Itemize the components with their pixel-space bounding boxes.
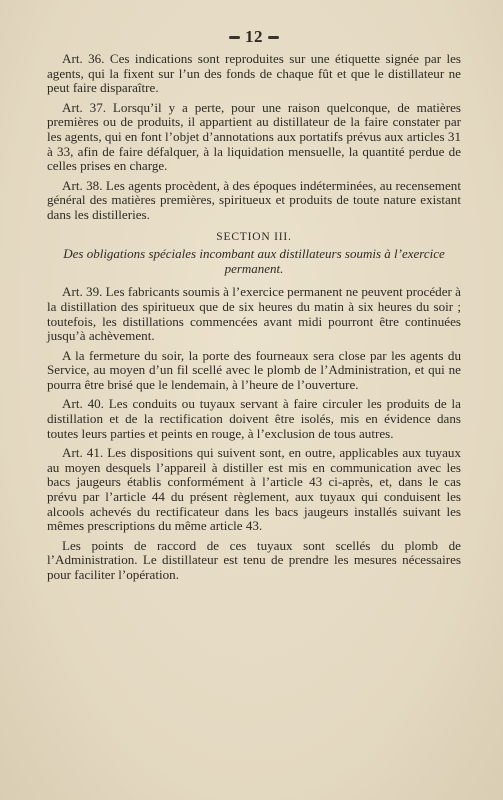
left-ornament xyxy=(229,36,240,39)
article-38: Art. 38. Les agents procèdent, à des époques indéterminées, au recensement général des matières premières, spiritueux et produits de toute nature existant dans les distilleries. xyxy=(47,177,461,222)
section-title: SECTION III. xyxy=(216,230,292,243)
article-40: Art. 40. Les conduits ou tuyaux servant à faire circuler les produits de la distillation et de la rectification doivent être isolés, mis en évidence dans toutes leurs parties et peints en rouge, à l’exclusion de tous autres. xyxy=(47,396,461,441)
article-39-continued: A la fermeture du soir, la porte des fourneaux sera close par les agents du Service, au moyen d’un fil scellé avec le plomb de l’Administration, et qui ne pourra être brisé que le lendemain, à l’heure de l’ouverture. xyxy=(47,347,461,392)
page-number: 12 xyxy=(245,27,263,46)
page-header xyxy=(47,26,461,48)
article-37: Art. 37. Lorsqu’il y a perte, pour une raison quelconque, de matières premières ou de produits, il appartient au distillateur de la faire constater par les agents, qui en font l’objet d’annotations aux portatifs prévus aux articles 31 à 33, afin de faire défalquer, à la liquidation mensuelle, la quantité perdue de celles prises en charge. xyxy=(47,99,461,174)
article-36: Art. 36. Ces indications sont reproduites sur une étiquette signée par les agents, qui la fixent sur l’un des fonds de chaque fût et que le distillateur ne peut faire disparaître. xyxy=(47,51,461,96)
article-41: Art. 41. Les dispositions qui suivent sont, en outre, applicables aux tuyaux au moyen desquels l’appareil à distiller est mis en communication avec les bacs jaugeurs établis conformément à l’article 43 ci-après, et, dans le cas prévu par l’article 44 du présent règlement, aux tuyaux qui conduisent les alcools achevés du rectificateur dans les bacs jaugeurs installés suivant les mêmes prescriptions du même article 43. xyxy=(47,445,461,534)
article-39: Art. 39. Les fabricants soumis à l’exercice permanent ne peuvent procéder à la distillation des spiritueux que de six heures du matin à six heures du soir ; toutefois, les distillations commencées avant midi pourront être continuées jusqu’à achèvement. xyxy=(47,284,461,344)
section-subtitle: Des obligations spéciales incombant aux distillateurs soumis à l’exercice permanent. xyxy=(63,246,445,276)
right-ornament xyxy=(268,36,279,39)
article-41-continued: Les points de raccord de ces tuyaux sont scellés du plomb de l’Administration. Le distillateur est tenu de prendre les mesures nécessaires pour faciliter l’opération. xyxy=(47,537,461,582)
